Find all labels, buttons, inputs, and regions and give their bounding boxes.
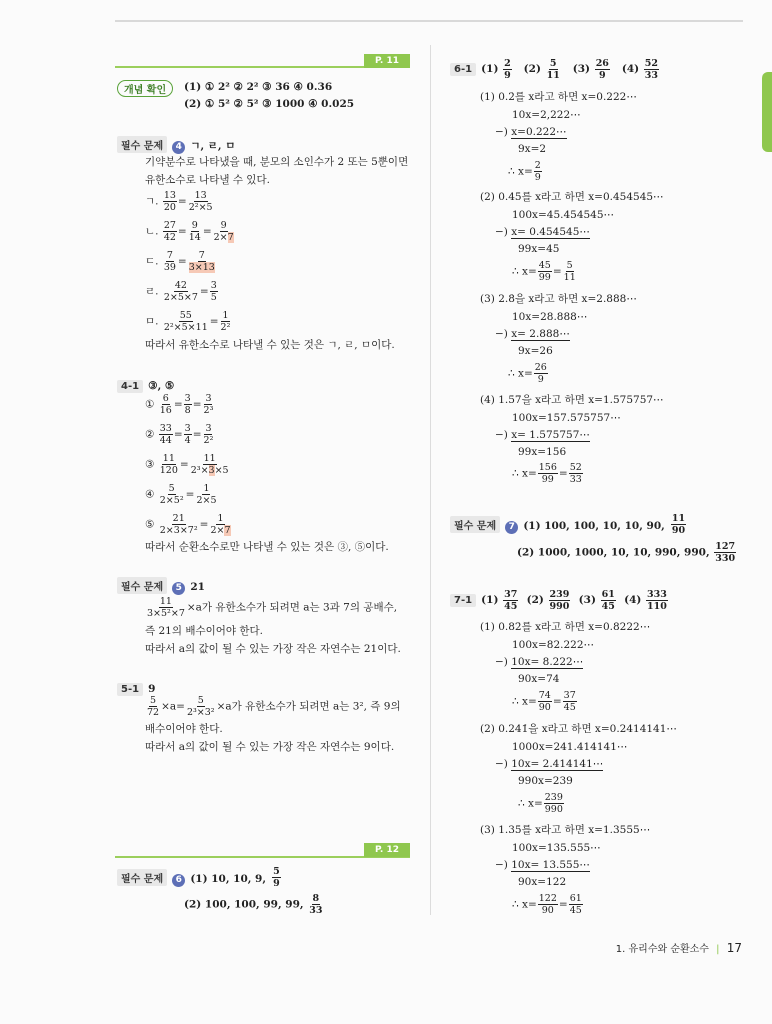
- p4-text-1: 기약분수로 나타냈을 때, 분모의 소인수가 2 또는 5뿐이면: [145, 156, 409, 168]
- p4-eq-b: ㄴ. $\frac{27}{42}$ = $\frac{9}{14}$ = $\frac{9}{2\times 7}$: [145, 220, 234, 243]
- p61-s2-c: −) x= 0.454545⋯: [495, 226, 590, 238]
- p4-conclusion: 따라서 유한소수로 나타낼 수 있는 것은 ㄱ, ㄹ, ㅁ이다.: [145, 339, 395, 351]
- problem-4-heading: 필수 문제 4 ㄱ, ㄹ, ㅁ: [117, 134, 235, 154]
- page-footer: 1. 유리수와 순환소수 | 17: [615, 941, 742, 955]
- problem-6-line-2: (2) 100, 100, 99, 99, $\frac{8}{33}$: [184, 893, 323, 916]
- p71-s2-e: ∴ x= $\frac{239}{990}$: [518, 792, 563, 815]
- p71-s3-e: ∴ x= $\frac{122}{90}$ = $\frac{61}{45}$: [512, 893, 582, 916]
- p5-line-1: $\frac{11}{\text{3×5²×7}}$ ×a가 유한소수가 되려면 a는 3과 7의 공배수,: [147, 596, 398, 619]
- p41-eq-2: ② $\frac{33}{44}$ = $\frac{3}{4}$ = $\frac{3}{\text{2²}}$: [145, 423, 214, 446]
- p61-s4-a: (4) 1.5̇7̇을 x라고 하면 x=1.575757⋯: [480, 394, 664, 406]
- p41-eq-5: ⑤ $\frac{21}{\text{2×3×7²}}$ = $\frac{1}{2\times 7}$: [145, 513, 231, 536]
- p61-s2-e: ∴ x= $\frac{45}{99}$ = $\frac{5}{11}$: [512, 260, 576, 283]
- p4-eq-e: ㅁ. $\frac{55}{\text{2²×5×11}}$ = $\frac{1}{\text{2²}}$: [145, 310, 231, 333]
- p61-s1-c: −) x=0.222⋯: [495, 126, 567, 138]
- p4-text-2: 유한소수로 나타낼 수 있다.: [145, 174, 270, 186]
- p51-line-3: 따라서 a의 값이 될 수 있는 가장 작은 자연수는 9이다.: [145, 741, 395, 753]
- p61-s1-d: 9x=2: [518, 143, 547, 155]
- top-rule: [115, 20, 743, 22]
- problem-4-1-heading: 4-1 ③, ⑤: [117, 374, 174, 393]
- page-badge-11: P. 11: [364, 54, 410, 68]
- p71-s3-d: 90x=122: [518, 876, 567, 888]
- problem-6-1-heading: 6-1 (1) $\frac{2}{9}$ (2) $\frac{5}{11}$ (3) $\frac{26}{9}$ (4) $\frac{52}{33}$: [450, 57, 660, 81]
- p71-s2-b: 1000x=241.414141⋯: [512, 741, 628, 753]
- p71-s3-b: 100x=135.555⋯: [512, 842, 601, 854]
- problem-5-1-heading: 5-1 9: [117, 677, 155, 696]
- p71-s1-c: −) 10x= 8.222⋯: [495, 656, 584, 668]
- p71-s1-d: 90x=74: [518, 673, 560, 685]
- p4-eq-d: ㄹ. $\frac{42}{2\times 5\times 7}$ = $\frac{3}{5}$: [145, 280, 217, 303]
- p41-eq-3: ③ $\frac{11}{120}$ = $\frac{11}{\text{2³×3×5}}$: [145, 453, 229, 476]
- problem-7-line-2: (2) 1000, 1000, 10, 10, 990, 990, $\frac{127}{330}$: [517, 541, 736, 564]
- column-divider: [430, 45, 431, 915]
- p51-line-1: $\frac{5}{72}$ ×a= $\frac{5}{\text{2³×3²}}$ ×a가 유한소수가 되려면 a는 3², 즉 9의: [147, 695, 401, 718]
- problem-5-heading: 필수 문제 5 21: [117, 575, 205, 595]
- p61-s2-d: 99x=45: [518, 243, 560, 255]
- p71-s1-a: (1) 0.82̇를 x라고 하면 x=0.8222⋯: [480, 621, 651, 633]
- p61-s4-d: 99x=156: [518, 446, 567, 458]
- p71-s2-d: 990x=239: [518, 775, 573, 787]
- p4-eq-c: ㄷ. $\frac{7}{39}$ = $\frac{7}{3\times 13}$: [145, 250, 215, 273]
- p61-s3-e: ∴ x= $\frac{26}{9}$: [508, 362, 547, 385]
- p71-s3-a: (3) 1.35̇를 x라고 하면 x=1.3555⋯: [480, 824, 651, 836]
- concept-line-1: (1) ① 2² ② 2² ③ 36 ④ 0.36: [184, 81, 333, 93]
- chapter-tab: [762, 72, 772, 152]
- footer-chapter: 1. 유리수와 순환소수: [615, 944, 709, 955]
- p71-s2-c: −) 10x= 2.414141⋯: [495, 758, 604, 770]
- p4-eq-a: ㄱ. $\frac{13}{20}$ = $\frac{13}{\text{2²×5}}$: [145, 190, 213, 213]
- p61-s3-a: (3) 2.8̇을 x라고 하면 x=2.888⋯: [480, 293, 637, 305]
- p41-eq-4: ④ $\frac{5}{\text{2×5²}}$ = $\frac{1}{2\times 5}$: [145, 483, 217, 506]
- p61-s4-e: ∴ x= $\frac{156}{99}$ = $\frac{52}{33}$: [512, 462, 582, 485]
- page-badge-12: P. 12: [364, 843, 410, 857]
- concept-line-2: (2) ① 5² ② 5² ③ 1000 ④ 0.025: [184, 98, 355, 110]
- p71-s3-c: −) 10x= 13.555⋯: [495, 859, 590, 871]
- p71-s1-e: ∴ x= $\frac{74}{90}$ = $\frac{37}{45}$: [512, 690, 576, 713]
- p61-s3-b: 10x=28.888⋯: [512, 311, 588, 323]
- problem-7-1-heading: 7-1 (1) $\frac{37}{45}$ (2) $\frac{239}{990}$ (3) $\frac{61}{45}$ (4) $\frac{333}{110}$: [450, 588, 669, 612]
- concept-check-label: 개념 확인: [117, 78, 173, 97]
- p71-s1-b: 100x=82.222⋯: [512, 639, 595, 651]
- p61-s4-c: −) x= 1.575757⋯: [495, 429, 590, 441]
- p41-eq-1: ① $\frac{6}{16}$ = $\frac{3}{8}$ = $\frac{3}{\text{2³}}$: [145, 393, 214, 416]
- p5-line-2: 즉 21의 배수이어야 한다.: [145, 625, 263, 637]
- p61-s1-a: (1) 0.2̇를 x라고 하면 x=0.222⋯: [480, 91, 637, 103]
- problem-6-heading: 필수 문제 6 (1) 10, 10, 9, $\frac{5}{9}$: [117, 866, 282, 889]
- p61-s3-c: −) x= 2.888⋯: [495, 328, 570, 340]
- problem-4-answer: ㄱ, ㄹ, ㅁ: [190, 140, 236, 152]
- p71-s2-a: (2) 0.24̇1̇을 x라고 하면 x=0.2414141⋯: [480, 723, 677, 735]
- p61-s4-b: 100x=157.575757⋯: [512, 412, 621, 424]
- p61-s3-d: 9x=26: [518, 345, 553, 357]
- p61-s1-e: ∴ x= $\frac{2}{9}$: [508, 160, 541, 183]
- p61-s2-b: 100x=45.454545⋯: [512, 209, 615, 221]
- problem-7-heading: 필수 문제 7 (1) 100, 100, 10, 10, 90, $\frac{11}{90}$: [450, 513, 687, 536]
- p61-s1-b: 10x=2,222⋯: [512, 109, 581, 121]
- p5-line-3: 따라서 a의 값이 될 수 있는 가장 작은 자연수는 21이다.: [145, 643, 401, 655]
- p61-s2-a: (2) 0.4̇5̇를 x라고 하면 x=0.454545⋯: [480, 191, 664, 203]
- footer-page-number: 17: [726, 941, 742, 955]
- p51-line-2: 배수이어야 한다.: [145, 723, 223, 735]
- p41-conclusion: 따라서 순환소수로만 나타낼 수 있는 것은 ③, ⑤이다.: [145, 541, 389, 553]
